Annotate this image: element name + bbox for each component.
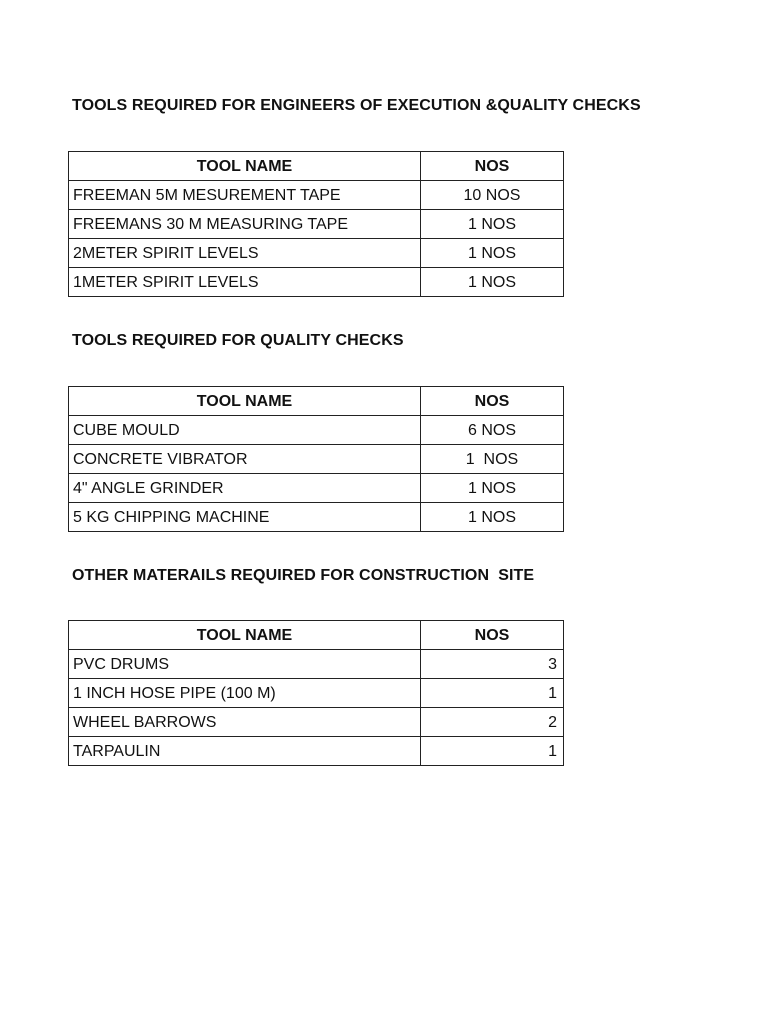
nos-cell: 1 NOS	[421, 445, 564, 474]
tools-table-other-materials	[68, 620, 564, 766]
tool-name-cell: FREEMANS 30 M MEASURING TAPE	[69, 210, 421, 239]
column-header-tool-name: TOOL NAME	[69, 387, 421, 416]
tool-name-cell: CONCRETE VIBRATOR	[69, 445, 421, 474]
tool-name-cell: 1 INCH HOSE PIPE (100 M)	[69, 679, 421, 708]
tool-name-cell: PVC DRUMS	[69, 650, 421, 679]
table-row	[69, 445, 564, 474]
column-header-tool-name: TOOL NAME	[69, 152, 421, 181]
table-row	[69, 181, 564, 210]
tools-table-execution-quality	[68, 151, 564, 297]
nos-cell: 2	[421, 708, 564, 737]
table-row	[69, 474, 564, 503]
nos-cell: 1 NOS	[421, 474, 564, 503]
table-row	[69, 503, 564, 532]
nos-cell: 6 NOS	[421, 416, 564, 445]
nos-cell: 10 NOS	[421, 181, 564, 210]
tool-name-cell: FREEMAN 5M MESUREMENT TAPE	[69, 181, 421, 210]
nos-cell: 1 NOS	[421, 268, 564, 297]
table-row	[69, 679, 564, 708]
table-row	[69, 268, 564, 297]
nos-cell: 1 NOS	[421, 239, 564, 268]
nos-cell: 1 NOS	[421, 503, 564, 532]
table-row	[69, 239, 564, 268]
table-header-row	[69, 621, 564, 650]
tools-table-quality-checks	[68, 386, 564, 532]
nos-cell: 1	[421, 679, 564, 708]
tool-name-cell: WHEEL BARROWS	[69, 708, 421, 737]
tool-name-cell: TARPAULIN	[69, 737, 421, 766]
table-row	[69, 210, 564, 239]
tool-name-cell: 2METER SPIRIT LEVELS	[69, 239, 421, 268]
column-header-nos: NOS	[421, 152, 564, 181]
table-header-row	[69, 387, 564, 416]
table-row	[69, 650, 564, 679]
section-heading-execution-quality: TOOLS REQUIRED FOR ENGINEERS OF EXECUTION &QUALITY CHECKS	[72, 97, 641, 114]
table-row	[69, 416, 564, 445]
table-header-row	[69, 152, 564, 181]
tool-name-cell: 4" ANGLE GRINDER	[69, 474, 421, 503]
nos-cell: 1	[421, 737, 564, 766]
tool-name-cell: 5 KG CHIPPING MACHINE	[69, 503, 421, 532]
nos-cell: 3	[421, 650, 564, 679]
column-header-nos: NOS	[421, 387, 564, 416]
column-header-nos: NOS	[421, 621, 564, 650]
tool-name-cell: CUBE MOULD	[69, 416, 421, 445]
table-row	[69, 737, 564, 766]
nos-cell: 1 NOS	[421, 210, 564, 239]
section-heading-quality-checks: TOOLS REQUIRED FOR QUALITY CHECKS	[72, 332, 404, 349]
section-heading-other-materials: OTHER MATERAILS REQUIRED FOR CONSTRUCTION SITE	[72, 567, 535, 584]
tool-name-cell: 1METER SPIRIT LEVELS	[69, 268, 421, 297]
column-header-tool-name: TOOL NAME	[69, 621, 421, 650]
table-row	[69, 708, 564, 737]
